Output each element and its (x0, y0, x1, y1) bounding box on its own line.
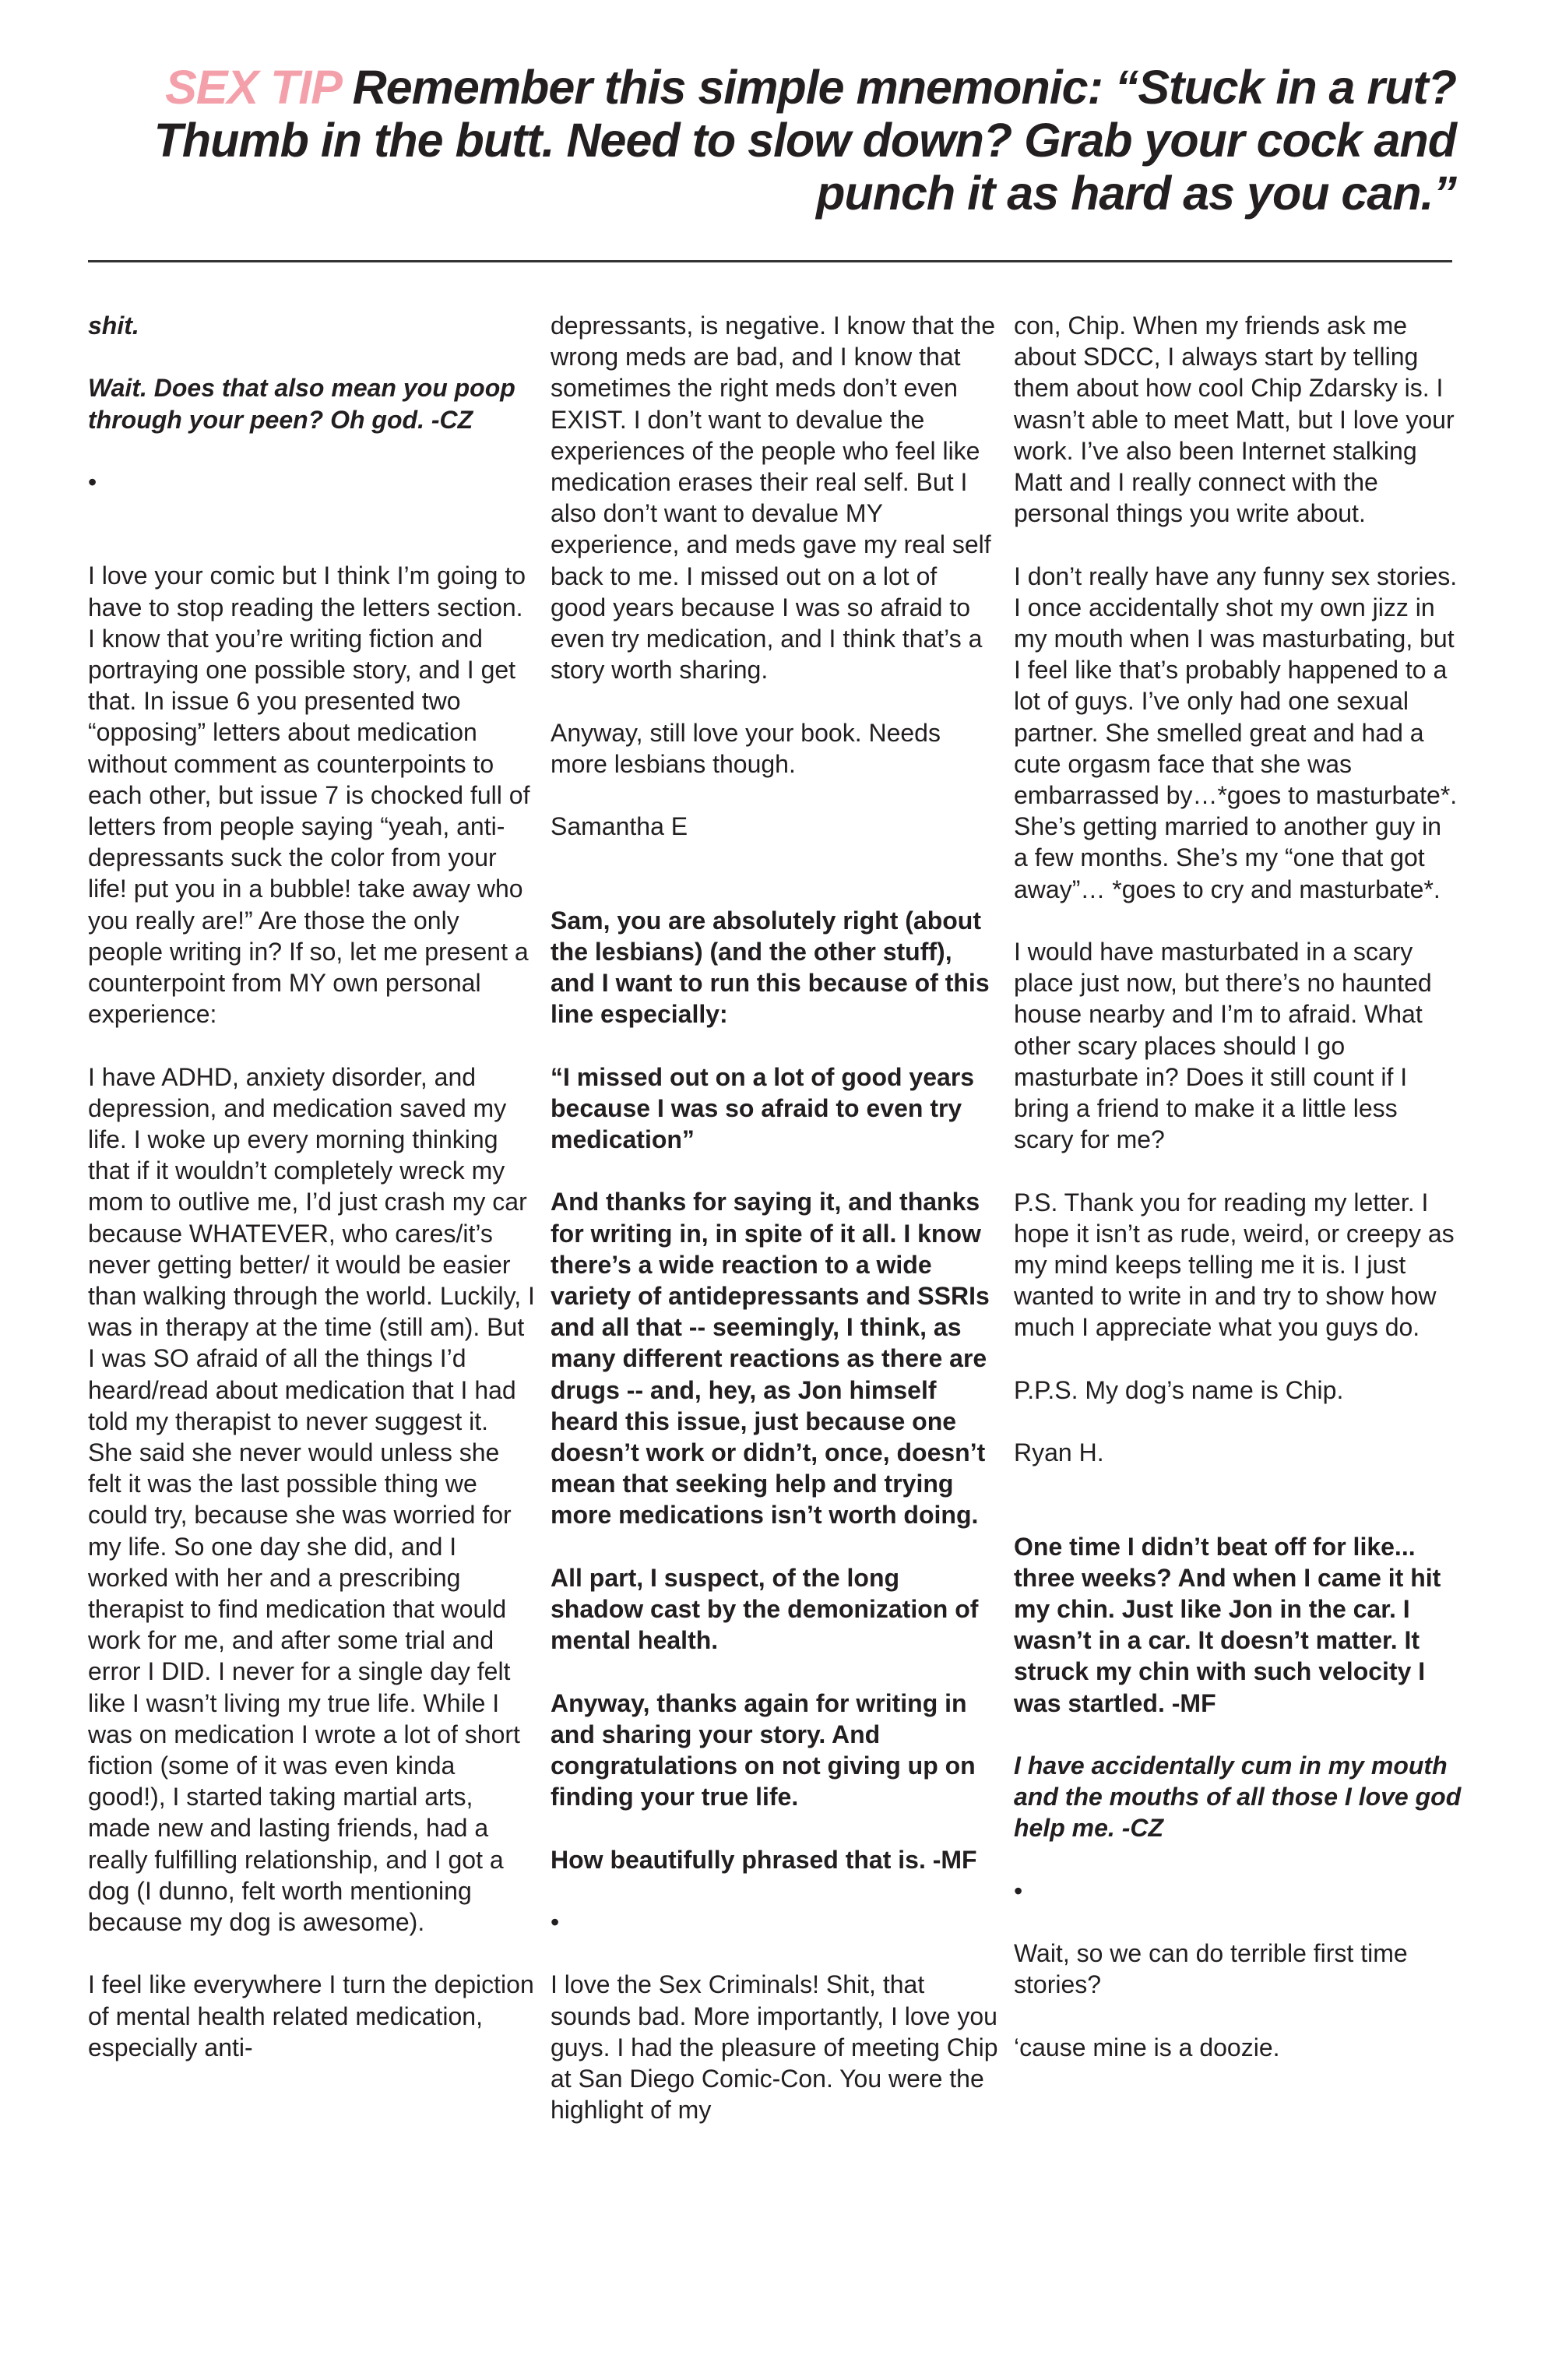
editor-reply-paragraph: “I missed out on a lot of good years because I was so afraid to even try medication” (551, 1062, 975, 1154)
letter-paragraph: I love your comic but I think I’m going to have to stop reading the letters section. I know that you’re writing fiction and portraying one possible story, and I get that. In issue 6 you presented two “opposing” letters about medication without comment as counterpoints to each other, but issue 7 is chocked full of letters from people saying “yeah, anti-depressants suck the color from your life! put you in a bubble! take away who you really are!” Are those the only people writing in? If so, let me present a counterpoint from MY own personal experience: (88, 562, 530, 1029)
letter-paragraph: I would have masturbated in a scary place just now, but there’s no haunted house nearby and I’m to afraid. What other scary places should I go masturbate in? Does it still count if I bring a friend to make it a little less scary for me? (1014, 938, 1432, 1154)
bullet-separator: • (88, 467, 97, 496)
spacer (1014, 1500, 1462, 1531)
letter-paragraph: Ryan H. (1014, 1438, 1104, 1467)
editor-reply-paragraph: One time I didn’t beat off for like... three weeks? And when I came it hit my chin. Just like Jon in the car. I wasn’t in a car. It doesn’t matter. It struck my chin with such velocity I was startled. -MF (1014, 1532, 1441, 1717)
spacer (88, 529, 536, 560)
letter-paragraph: ‘cause mine is a doozie. (1014, 2033, 1280, 2061)
editor-reply-paragraph: shit. (88, 312, 139, 340)
divider-rule (88, 260, 1452, 262)
letter-paragraph: con, Chip. When my friends ask me about SDCC, I always start by telling them about how cool Chip Zdarsky is. I wasn’t able to meet Matt, but I love your work. I’ve also been Internet stalking Matt and I really connect with the personal things you write about. (1014, 312, 1455, 528)
sex-tip-label: SEX TIP (165, 61, 340, 114)
editor-reply-paragraph: And thanks for saying it, and thanks for writing in, in spite of it all. I know there’s a wide reaction to a wide variety of antidepressants and SSRIs and all that -- seemingly, I think, as many different reactions as there are drugs -- and, hey, as Jon himself heard this issue, just because one doesn’t work or didn’t, once, doesn’t mean that seeking help and trying more medications isn’t worth doing. (551, 1188, 990, 1530)
letter-paragraph: Anyway, still love your book. Needs more lesbians though. (551, 718, 941, 778)
letter-paragraph: I have ADHD, anxiety disorder, and depression, and medication saved my life. I woke up every morning thinking that if it wouldn’t completely wreck my mom to outlive me, I’d just crash my car because WHATEVER, who cares/it’s never getting better/ it would be easier than walking through the world. Luckily, I was in therapy at the time (still am). But I was SO afraid of all the things I’d heard/read about medication that I had told my therapist to never suggest it. She said she never would unless she felt it was the last possible thing we could try, because she was worried for my life. So one day she did, and I worked with her and a prescribing therapist to find medication that would work for me, and after some trial and error I DID. I never for a single day felt like I wasn’t living my true life. While I was on medication I wrote a lot of short fiction (some of it was even kinda good!), I started taking martial arts, made new and lasting friends, had a really fulfilling relationship, and I got a dog (I dunno, felt worth mentioning because my dog is awesome). (88, 1062, 535, 1937)
editor-reply-paragraph: I have accidentally cum in my mouth and the mouths of all those I love god help me. -CZ (1014, 1752, 1462, 1843)
letter-paragraph: depressants, is negative. I know that the wrong meds are bad, and I know that sometimes the right meds don’t even EXIST. I don’t want to devalue the experiences of the people who feel like medication erases their real self. But I also don’t want to devalue MY experience, and meds gave my real self back to me. I missed out on a lot of good years because I was so afraid to even try medication, and I think that’s a story worth sharing. (551, 312, 995, 685)
letter-paragraph: I don’t really have any funny sex stories. I once accidentally shot my own jizz in my mouth when I was masturbating, but I feel like that’s probably happened to a lot of guys. I’ve only had one sexual partner. She smelled great and had a cute orgasm face that she was embarrassed by…*goes to masturbate*. She’s getting married to another guy in a few months. She’s my “one that got away”… *goes to cry and masturbate*. (1014, 562, 1458, 903)
spacer (551, 874, 998, 905)
editor-reply-paragraph: Wait. Does that also mean you poop through your peen? Oh god. -CZ (88, 374, 515, 434)
editor-reply-paragraph: All part, I suspect, of the long shadow cast by the demonization of mental health. (551, 1563, 979, 1655)
sex-tip-text: Remember this simple mnemonic: “Stuck in a rut? Thumb in the butt. Need to slow down? Grab your cock and punch it as hard as you can.” (153, 61, 1456, 220)
letter-paragraph: P.S. Thank you for reading my letter. I hope it isn’t as rude, weird, or creepy as my mind keeps telling me it is. I just wanted to write in and try to show how much I appreciate what you guys do. (1014, 1188, 1455, 1342)
letter-paragraph: Samantha E (551, 812, 688, 841)
letter-paragraph: I love the Sex Criminals! Shit, that sounds bad. More importantly, I love you guys. I had the pleasure of meeting Chip at San Diego Comic-Con. You were the highlight of my (551, 1970, 998, 2125)
bullet-separator: • (551, 1908, 560, 1937)
letters-column-1 (88, 310, 536, 2094)
editor-reply-paragraph: How beautifully phrased that is. -MF (551, 1845, 977, 1874)
bullet-separator: • (1014, 1876, 1023, 1905)
letters-column-2 (551, 310, 998, 2157)
letter-paragraph: Wait, so we can do terrible first time stories? (1014, 1939, 1408, 1999)
editor-reply-paragraph: Anyway, thanks again for writing in and sharing your story. And congratulations on not giving up on finding your true life. (551, 1688, 976, 1811)
editor-reply-paragraph: Sam, you are absolutely right (about the lesbians) (and the other stuff), and I want to run this because of this line especially: (551, 906, 990, 1029)
letters-column-3 (1014, 310, 1462, 2094)
letter-paragraph: I feel like everywhere I turn the depiction of mental health related medication, especially anti- (88, 1970, 534, 2061)
sex-tip-heading (109, 61, 1456, 220)
letter-paragraph: P.P.S. My dog’s name is Chip. (1014, 1375, 1344, 1404)
